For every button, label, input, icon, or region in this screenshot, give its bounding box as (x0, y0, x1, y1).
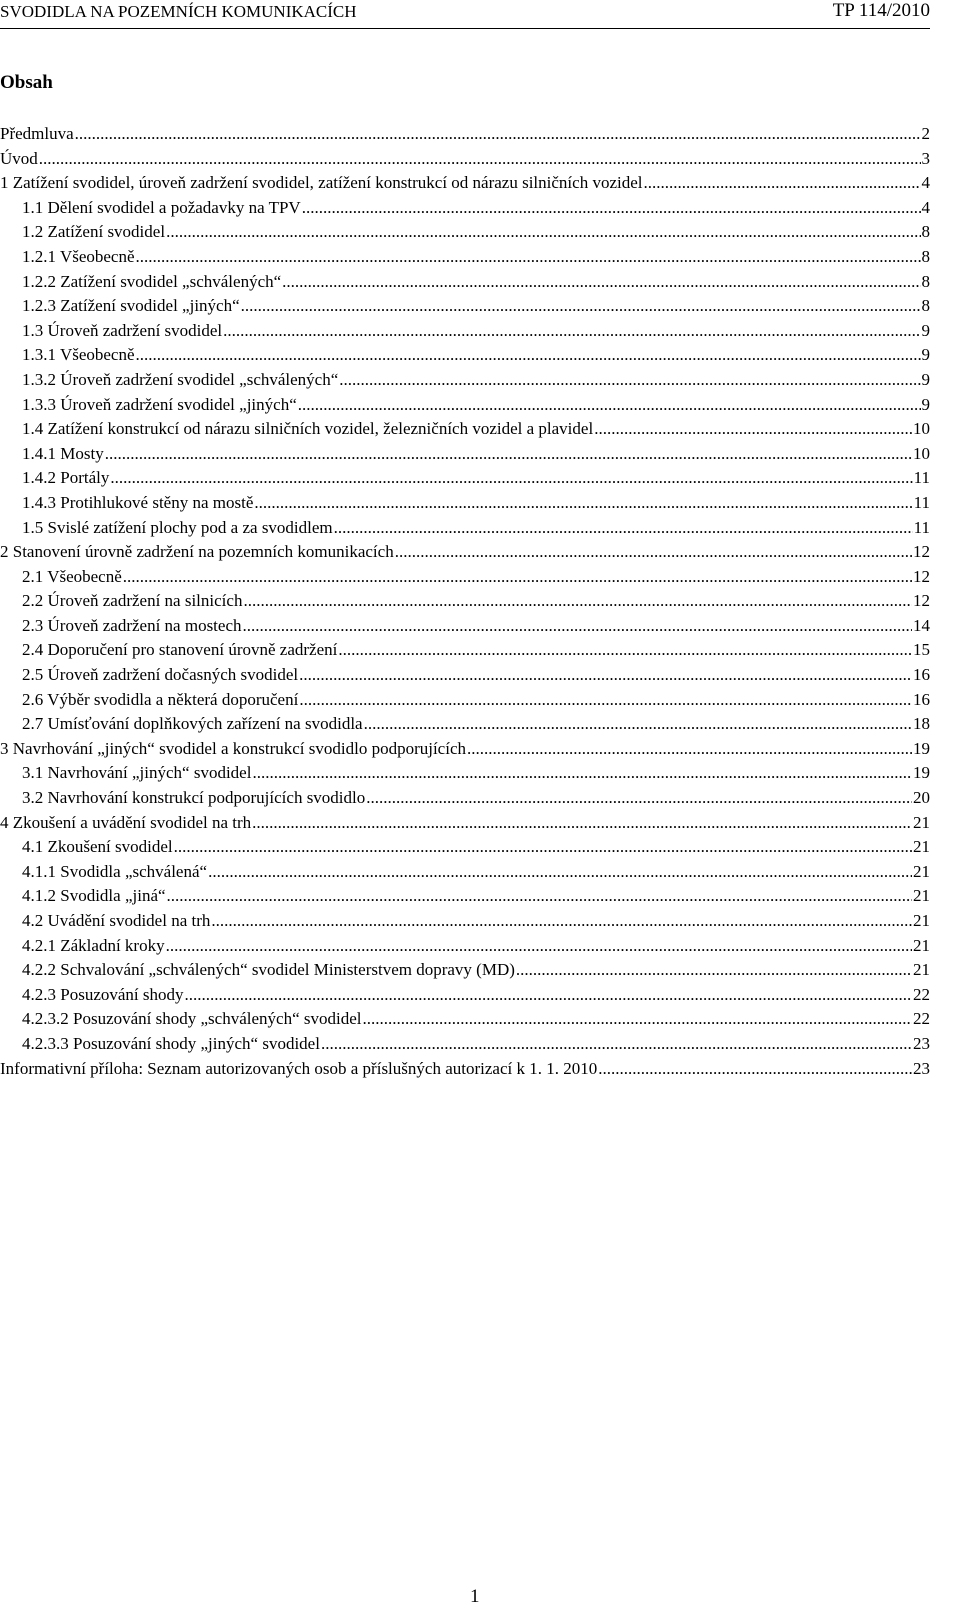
table-of-contents (0, 122, 930, 1081)
toc-entry-leader (643, 171, 920, 196)
toc-entry-label: 2.3 Úroveň zadržení na mostech (22, 615, 242, 635)
toc-entry-leader (254, 491, 912, 516)
toc-entry[interactable] (0, 663, 930, 688)
toc-entry[interactable] (0, 1007, 930, 1032)
toc-entry-page: 3 (921, 148, 930, 168)
toc-entry-page: 9 (921, 394, 930, 414)
toc-entry-leader (252, 761, 912, 786)
toc-entry-leader (338, 638, 912, 663)
toc-entry-label: 2.7 Umísťování doplňkových zařízení na svodidla (22, 714, 363, 734)
toc-entry-label: 2.5 Úroveň zadržení dočasných svodidel (22, 665, 299, 685)
toc-entry-page: 2 (921, 124, 930, 143)
toc-entry-page: 23 (913, 1033, 930, 1053)
toc-entry-label: 2.2 Úroveň zadržení na silnicích (22, 591, 243, 611)
toc-entry-label: 3.2 Navrhování konstrukcí podporujících svodidlo (22, 788, 366, 808)
toc-entry-page: 12 (913, 542, 930, 562)
toc-entry[interactable] (0, 442, 930, 467)
toc-entry[interactable] (0, 491, 930, 516)
toc-entry-label: 4.1 Zkoušení svodidel (22, 837, 173, 857)
toc-entry-leader (594, 417, 912, 442)
toc-entry-page: 19 (913, 763, 930, 783)
toc-entry-page: 21 (913, 837, 930, 857)
toc-entry-page: 9 (921, 369, 930, 389)
toc-entry-page: 21 (913, 812, 930, 832)
page-number: 1 (470, 1586, 480, 1607)
toc-entry[interactable] (0, 909, 930, 934)
toc-entry-page: 4 (921, 173, 930, 193)
toc-entry-page: 11 (913, 468, 930, 488)
toc-entry-label: 4.2.1 Základní kroky (22, 935, 165, 955)
toc-entry-leader (136, 343, 921, 368)
toc-entry-page: 19 (913, 738, 930, 758)
toc-entry-page: 23 (913, 1058, 930, 1078)
toc-entry-page: 12 (913, 566, 930, 586)
toc-entry-page: 8 (921, 222, 930, 242)
toc-entry[interactable] (0, 565, 930, 590)
toc-entry[interactable] (0, 811, 930, 836)
toc-entry[interactable] (0, 786, 930, 811)
toc-entry-label: 4 Zkoušení a uvádění svodidel na trh (0, 812, 252, 832)
toc-entry-page: 21 (913, 960, 930, 980)
toc-entry-page: 8 (921, 246, 930, 266)
toc-entry-page: 14 (913, 615, 930, 635)
toc-entry-leader (208, 860, 912, 885)
toc-entry-leader (299, 688, 912, 713)
toc-entry-leader (299, 663, 912, 688)
toc-entry[interactable] (0, 540, 930, 565)
toc-entry-label: 1.3.3 Úroveň zadržení svodidel „jiných“ (22, 394, 297, 414)
toc-entry-page: 9 (921, 345, 930, 365)
toc-entry-label: 1.3.1 Všeobecně (22, 345, 135, 365)
toc-entry[interactable] (0, 688, 930, 713)
toc-entry-page: 21 (913, 911, 930, 930)
toc-entry-label: 2.4 Doporučení pro stanovení úrovně zadržení (22, 640, 338, 660)
toc-entry[interactable] (0, 343, 930, 368)
toc-entry-leader (282, 270, 920, 295)
toc-entry[interactable] (0, 934, 930, 959)
toc-entry-label: Informativní příloha: Seznam autorizovaných osob a příslušných autorizací k 1. 1. 2010 (0, 1058, 598, 1078)
toc-entry-leader (174, 835, 912, 860)
toc-entry-label: 4.2.3 Posuzování shody (22, 984, 184, 1004)
toc-entry-leader (467, 737, 912, 762)
toc-entry-label: 4.2.3.2 Posuzování shody „schválených“ svodidel (22, 1009, 362, 1029)
toc-entry-page: 10 (913, 443, 930, 463)
toc-entry-leader (167, 884, 912, 909)
toc-entry-page: 15 (913, 640, 930, 660)
toc-entry-label: 3.1 Navrhování „jiných“ svodidel (22, 763, 252, 783)
page-header (0, 0, 930, 29)
toc-entry[interactable] (0, 638, 930, 663)
toc-entry-leader (211, 909, 912, 934)
toc-entry-page: 16 (913, 665, 930, 685)
toc-entry-label: 2 Stanovení úrovně zadržení na pozemních komunikacích (0, 542, 394, 562)
toc-entry[interactable] (0, 884, 930, 909)
toc-entry[interactable] (0, 220, 930, 245)
toc-entry-page: 20 (913, 788, 930, 808)
toc-entry[interactable] (0, 270, 930, 295)
toc-entry-page: 4 (921, 197, 930, 217)
toc-entry-leader (302, 196, 921, 221)
toc-entry-label: 1.3 Úroveň zadržení svodidel (22, 320, 223, 340)
toc-entry-label: 4.1.2 Svodidla „jiná“ (22, 886, 166, 906)
toc-entry-page: 11 (913, 517, 930, 537)
toc-entry-label: 2.6 Výběr svodidla a některá doporučení (22, 689, 299, 709)
toc-entry-page: 10 (913, 419, 930, 439)
toc-entry-leader (166, 220, 920, 245)
toc-entry[interactable] (0, 245, 930, 270)
toc-entry-label: 2.1 Všeobecně (22, 566, 122, 586)
toc-entry-label: 3 Navrhování „jiných“ svodidel a konstrukcí svodidlo podporujících (0, 738, 466, 758)
toc-entry[interactable] (0, 516, 930, 541)
header-title: SVODIDLA NA POZEMNÍCH KOMUNIKACÍCH (0, 2, 357, 21)
toc-entry[interactable] (0, 122, 930, 147)
toc-entry-leader (185, 983, 913, 1008)
toc-entry[interactable] (0, 958, 930, 983)
toc-entry-leader (123, 565, 912, 590)
toc-entry-label: 1.3.2 Úroveň zadržení svodidel „schválených“ (22, 369, 339, 389)
toc-entry[interactable] (0, 319, 930, 344)
toc-entry[interactable] (0, 1032, 930, 1057)
toc-entry-leader (243, 589, 912, 614)
toc-entry-leader (516, 958, 912, 983)
toc-entry-label: 1.1 Dělení svodidel a požadavky na TPV (22, 197, 301, 217)
toc-entry-page: 8 (921, 271, 930, 291)
toc-entry-label: 1.4.3 Protihlukové stěny na mostě (22, 492, 254, 512)
toc-entry-leader (241, 294, 921, 319)
toc-entry[interactable] (0, 983, 930, 1008)
toc-entry[interactable] (0, 860, 930, 885)
toc-entry-label: 4.1.1 Svodidla „schválená“ (22, 861, 208, 881)
toc-entry-label: 1.4 Zatížení konstrukcí od nárazu silničních vozidel, železničních vozidel a plavidel (22, 419, 594, 439)
toc-entry[interactable] (0, 368, 930, 393)
toc-entry-page: 22 (913, 1009, 930, 1029)
toc-entry-leader (39, 147, 921, 172)
toc-entry-page: 22 (913, 984, 930, 1004)
toc-entry-page: 21 (913, 861, 930, 881)
toc-entry[interactable] (0, 589, 930, 614)
toc-title: Obsah (0, 72, 53, 93)
toc-entry-leader (598, 1057, 912, 1082)
toc-entry[interactable] (0, 614, 930, 639)
toc-entry-leader (166, 934, 912, 959)
toc-entry[interactable] (0, 712, 930, 737)
toc-entry[interactable] (0, 761, 930, 786)
toc-entry-page: 8 (921, 296, 930, 316)
toc-entry-label: 1.5 Svislé zatížení plochy pod a za svodidlem (22, 517, 333, 537)
toc-entry-leader (243, 614, 913, 639)
toc-entry[interactable] (0, 393, 930, 418)
toc-entry-leader (105, 442, 912, 467)
toc-entry-leader (321, 1032, 912, 1057)
toc-entry[interactable] (0, 196, 930, 221)
toc-entry-page: 11 (913, 492, 930, 512)
toc-entry-leader (75, 122, 921, 147)
toc-entry-leader (362, 1007, 912, 1032)
toc-entry[interactable] (0, 171, 930, 196)
toc-entry-label: 1.2.1 Všeobecně (22, 246, 135, 266)
toc-entry-leader (366, 786, 912, 811)
header-doc-code: TP 114/2010 (832, 0, 930, 21)
toc-entry-leader (364, 712, 912, 737)
toc-entry-leader (136, 245, 921, 270)
toc-entry-label: 1.4.2 Portály (22, 468, 110, 488)
toc-entry-leader (110, 466, 912, 491)
toc-entry-leader (223, 319, 920, 344)
toc-entry[interactable] (0, 1057, 930, 1082)
toc-entry[interactable] (0, 835, 930, 860)
toc-entry[interactable] (0, 737, 930, 762)
toc-entry[interactable] (0, 466, 930, 491)
toc-entry-label: Úvod (0, 148, 38, 168)
toc-entry[interactable] (0, 294, 930, 319)
toc-entry-label: 1 Zatížení svodidel, úroveň zadržení svodidel, zatížení konstrukcí od nárazu silničních vozidel (0, 173, 643, 193)
toc-entry-page: 18 (913, 714, 930, 734)
toc-entry-page: 12 (913, 591, 930, 611)
toc-entry-label: 1.2 Zatížení svodidel (22, 222, 166, 242)
toc-entry-label: 1.2.3 Zatížení svodidel „jiných“ (22, 296, 240, 316)
toc-entry-leader (339, 368, 920, 393)
toc-entry[interactable] (0, 147, 930, 172)
toc-entry-leader (252, 811, 912, 836)
toc-entry-page: 16 (913, 689, 930, 709)
toc-entry-label: Předmluva (0, 124, 74, 143)
toc-entry-label: 4.2 Uvádění svodidel na trh (22, 911, 211, 930)
toc-entry-label: 1.4.1 Mosty (22, 443, 104, 463)
toc-entry-label: 4.2.3.3 Posuzování shody „jiných“ svodidel (22, 1033, 320, 1053)
toc-entry-page: 9 (921, 320, 930, 340)
toc-entry-page: 21 (913, 935, 930, 955)
toc-entry-page: 21 (913, 886, 930, 906)
toc-entry-leader (395, 540, 912, 565)
toc-entry-label: 4.2.2 Schvalování „schválených“ svodidel Ministerstvem dopravy (MD) (22, 960, 515, 980)
toc-entry[interactable] (0, 417, 930, 442)
toc-entry-leader (298, 393, 921, 418)
toc-entry-label: 1.2.2 Zatížení svodidel „schválených“ (22, 271, 282, 291)
toc-entry-leader (334, 516, 913, 541)
